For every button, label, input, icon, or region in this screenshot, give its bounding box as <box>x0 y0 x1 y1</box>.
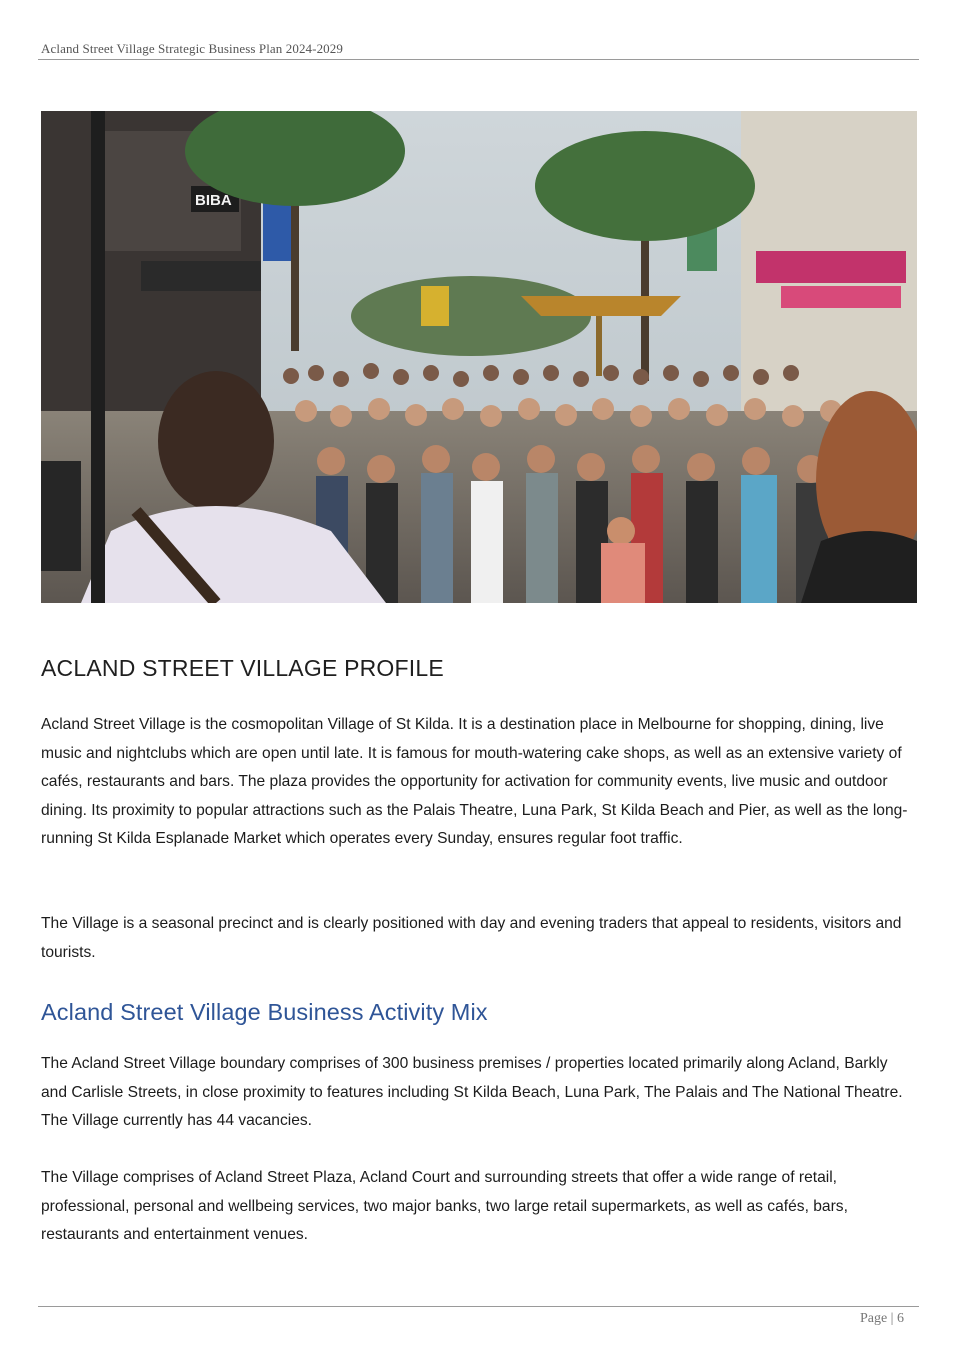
profile-paragraph-1: Acland Street Village is the cosmopolitan Village of St Kilda. It is a destination place in Melbourne for shopping, dining, live music and nightclubs which are open until late. It is famous for mouth-watering cake shops, as well as an extensive variety of cafés, restaurants and bars. The plaza provides the opportunity for activation for community events, live music and outdoor dining. Its proximity to popular attractions such as the Palais Theatre, Luna Park, St Kilda Beach and Pier, as well as the long-running St Kilda Esplanade Market which operates every Sunday, ensures regular foot traffic. <box>41 716 908 847</box>
street-crowd-illustration <box>41 111 917 603</box>
profile-paragraph-2: The Village is a seasonal precinct and is clearly positioned with day and evening traders that appeal to residents, visitors and tourists. <box>41 915 902 961</box>
header-divider <box>38 59 919 60</box>
document-header-title: Acland Street Village Strategic Business Plan 2024-2029 <box>41 41 343 56</box>
business-mix-paragraph-2: The Village comprises of Acland Street Plaza, Acland Court and surrounding streets that offer a wide range of retail, professional, personal and wellbeing services, two major banks, two large retail supermarkets, as well as cafés, bars, restaurants and entertainment venues. <box>41 1169 848 1243</box>
business-mix-paragraph-1: The Acland Street Village boundary comprises of 300 business premises / properties located primarily along Acland, Barkly and Carlisle Streets, in close proximity to features including St Kilda Beach, Luna Park, The Palais and The National Theatre. The Village currently has 44 vacancies. <box>41 1055 903 1129</box>
biba-sign-text: BIBA <box>195 192 232 209</box>
profile-heading: ACLAND STREET VILLAGE PROFILE <box>41 655 444 681</box>
footer-divider <box>38 1306 919 1307</box>
page-number: Page | 6 <box>859 1311 904 1326</box>
street-crowd-photo <box>41 111 917 603</box>
business-mix-heading: Acland Street Village Business Activity Mix <box>41 999 488 1025</box>
